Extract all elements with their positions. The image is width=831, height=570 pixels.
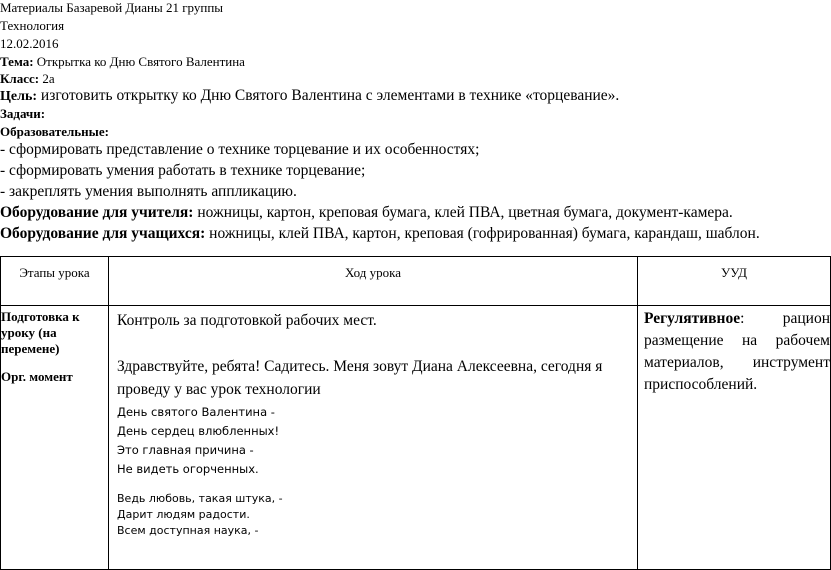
author-line: Материалы Базаревой Дианы 21 группы bbox=[0, 0, 224, 15]
greeting-text: Здравствуйте, ребята! Садитесь. Меня зовут Диана Алексеевна, сегодня я проведу у вас урок технологии bbox=[117, 358, 603, 398]
uud-cell bbox=[638, 306, 831, 570]
uud-line: размещение на рабочем bbox=[644, 332, 830, 349]
goal-line bbox=[0, 87, 619, 105]
task-item: - сформировать умения работать в технике торцевание; bbox=[0, 162, 366, 179]
course-cell bbox=[109, 306, 638, 570]
equip-teacher-label: Оборудование для учителя: bbox=[0, 204, 194, 221]
goal-value: изготовить открытку ко Дню Святого Валентина с элементами в технике «торцевание». bbox=[37, 87, 620, 104]
header-uud: УУД bbox=[638, 257, 831, 306]
task-item: - сформировать представление о технике торцевание и их особенностях; bbox=[0, 141, 480, 158]
task-item: - закреплять умения выполнять аппликацию. bbox=[0, 183, 297, 200]
tasks-label: Задачи: bbox=[0, 106, 46, 121]
equip-students-label: Оборудование для учащихся: bbox=[0, 225, 206, 242]
header-stages: Этапы урока bbox=[1, 257, 109, 306]
poem-line: Дарит людям радости. bbox=[117, 508, 250, 521]
uud-line: материалов, инструмент bbox=[644, 354, 830, 371]
lesson-table bbox=[0, 256, 831, 570]
poem-line: Всем доступная наука, - bbox=[117, 524, 259, 537]
class-label: Класс: bbox=[0, 71, 40, 86]
edu-label: Образовательные: bbox=[0, 124, 109, 139]
poem-line: Это главная причина - bbox=[117, 443, 254, 457]
table-header-row bbox=[1, 257, 831, 306]
poem-line: День святого Валентина - bbox=[117, 405, 275, 419]
stage-preparation: Подготовка к уроку (на перемене) bbox=[1, 309, 80, 356]
table-row bbox=[1, 306, 831, 570]
equip-teacher-line bbox=[0, 204, 733, 222]
date-line: 12.02.2016 bbox=[0, 36, 59, 51]
equip-teacher-value: ножницы, картон, креповая бумага, клей ПВА, цветная бумага, документ-камера. bbox=[193, 204, 733, 221]
equip-students-line bbox=[0, 225, 760, 243]
stage-org-moment: Орг. момент bbox=[1, 369, 73, 384]
stages-cell bbox=[1, 306, 109, 570]
class-line bbox=[0, 71, 55, 87]
uud-line: Регулятивное: рацион bbox=[644, 310, 830, 327]
uud-label: Регулятивное bbox=[644, 310, 741, 327]
poem-line: Не видеть огорченных. bbox=[117, 462, 259, 476]
goal-label: Цель: bbox=[0, 89, 38, 104]
topic-line bbox=[0, 54, 245, 70]
poem-stanza-2 bbox=[117, 491, 637, 539]
control-text: Контроль за подготовкой рабочих мест. bbox=[117, 312, 377, 329]
uud-line: приспособлений. bbox=[644, 376, 758, 393]
poem-line: Ведь любовь, такая штука, - bbox=[117, 492, 283, 505]
topic-value: Открытка ко Дню Святого Валентина bbox=[33, 54, 245, 69]
header-course: Ход урока bbox=[109, 257, 638, 306]
class-value: 2а bbox=[39, 71, 55, 86]
equip-students-value: ножницы, клей ПВА, картон, креповая (гофрированная) бумага, карандаш, шаблон. bbox=[205, 225, 760, 242]
topic-label: Тема: bbox=[0, 54, 34, 69]
poem-line: День сердец влюбленных! bbox=[117, 424, 280, 438]
subject-line: Технология bbox=[0, 18, 65, 33]
poem-stanza-1 bbox=[117, 403, 637, 479]
